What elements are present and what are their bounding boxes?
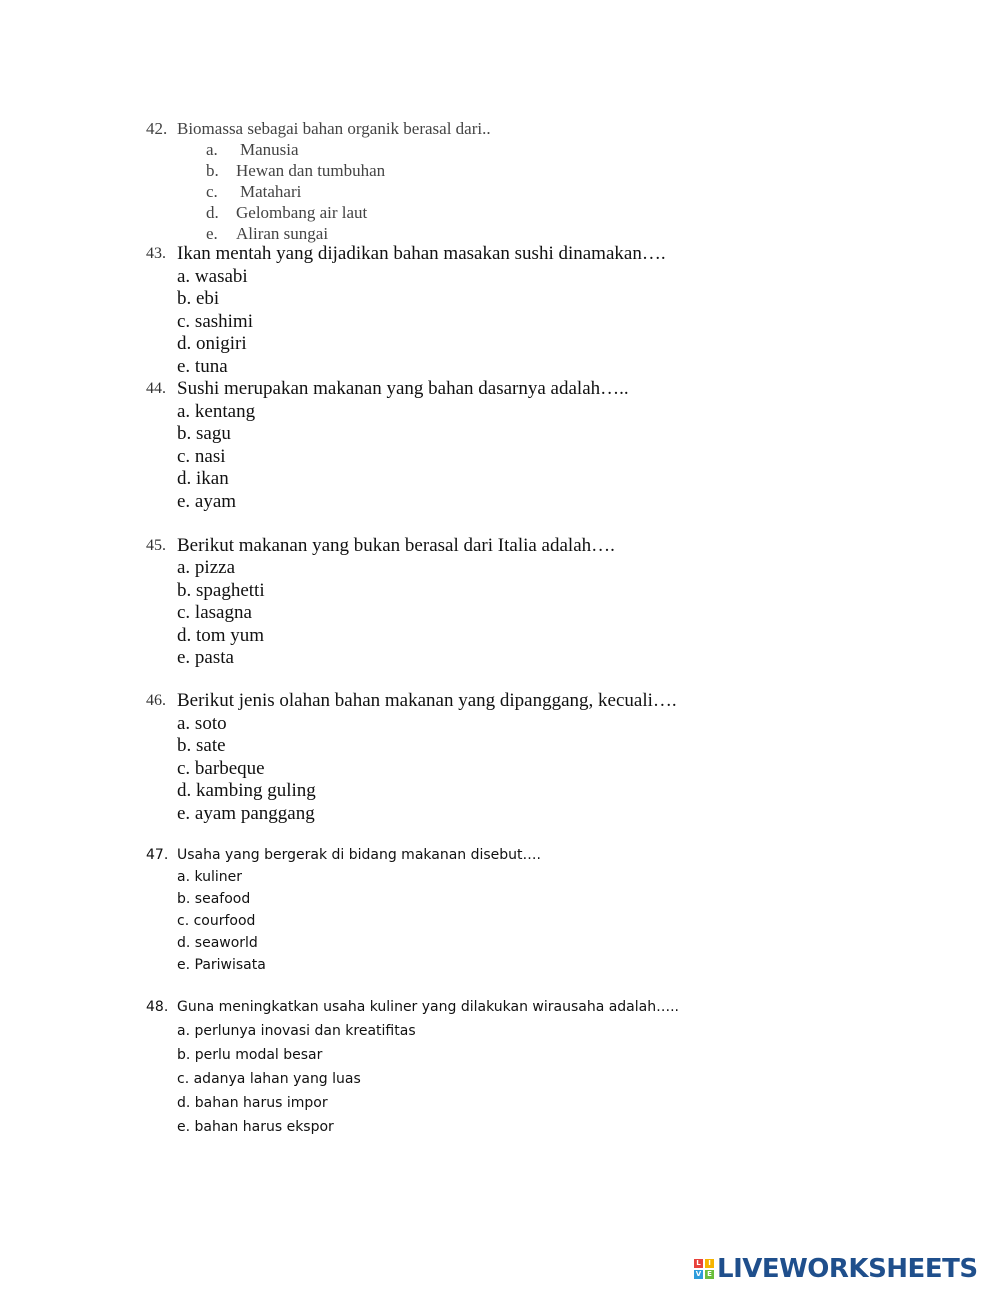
option[interactable]: c. courfood — [177, 913, 256, 929]
liveworksheets-logo[interactable] — [694, 1254, 978, 1284]
option[interactable]: d. kambing guling — [177, 780, 316, 801]
option[interactable]: c. nasi — [177, 446, 226, 467]
option[interactable]: e. ayam panggang — [177, 803, 315, 824]
option[interactable]: b. spaghetti — [177, 580, 265, 601]
option[interactable]: c. sashimi — [177, 311, 253, 332]
option[interactable]: e. bahan harus ekspor — [177, 1119, 334, 1135]
question-text: Biomassa sebagai bahan organik berasal dari.. — [177, 119, 491, 138]
option[interactable]: a. pizza — [177, 557, 236, 578]
option[interactable]: a. perlunya inovasi dan kreatifitas — [177, 1023, 416, 1039]
option[interactable]: a. kuliner — [177, 869, 243, 885]
question-text: Guna meningkatkan usaha kuliner yang dilakukan wirausaha adalah….. — [177, 999, 680, 1015]
option[interactable]: c. lasagna — [177, 602, 252, 623]
option[interactable]: d. ikan — [177, 468, 229, 489]
question-number: 46. — [146, 692, 166, 709]
option[interactable]: b. Hewan dan tumbuhan — [206, 161, 386, 180]
option[interactable]: e. tuna — [177, 356, 228, 377]
option[interactable]: d. tom yum — [177, 625, 265, 646]
option[interactable]: a. Manusia — [206, 140, 299, 159]
question-text: Usaha yang bergerak di bidang makanan disebut…. — [177, 847, 541, 863]
option[interactable]: e. Aliran sungai — [206, 224, 329, 243]
option[interactable]: d. bahan harus impor — [177, 1095, 328, 1111]
question-number: 44. — [146, 380, 166, 397]
option[interactable]: b. sagu — [177, 423, 231, 444]
option[interactable]: e. Pariwisata — [177, 957, 266, 973]
question-text: Sushi merupakan makanan yang bahan dasarnya adalah….. — [177, 378, 629, 399]
question-text: Berikut jenis olahan bahan makanan yang dipanggang, kecuali…. — [177, 690, 677, 711]
question-text: Ikan mentah yang dijadikan bahan masakan sushi dinamakan…. — [177, 243, 666, 264]
option[interactable]: b. perlu modal besar — [177, 1047, 323, 1063]
question-number: 42. — [146, 119, 168, 138]
option[interactable]: e. pasta — [177, 647, 234, 668]
question-number: 48. — [146, 999, 169, 1015]
option[interactable]: a. kentang — [177, 401, 256, 422]
option[interactable]: b. seafood — [177, 891, 251, 907]
option[interactable]: d. seaworld — [177, 935, 258, 951]
option[interactable]: c. barbeque — [177, 758, 265, 779]
option[interactable]: a. wasabi — [177, 266, 248, 287]
option[interactable]: b. ebi — [177, 288, 220, 309]
option[interactable]: a. soto — [177, 713, 227, 734]
option[interactable]: d. Gelombang air laut — [206, 203, 368, 222]
option[interactable]: c. adanya lahan yang luas — [177, 1071, 361, 1087]
question-number: 43. — [146, 245, 166, 262]
option[interactable]: b. sate — [177, 735, 226, 756]
question-number: 45. — [146, 537, 166, 554]
option[interactable]: e. ayam — [177, 491, 237, 512]
question-text: Berikut makanan yang bukan berasal dari Italia adalah…. — [177, 535, 615, 556]
logo-text: LIVEWORKSHEETS — [717, 1254, 978, 1284]
option[interactable]: d. onigiri — [177, 333, 247, 354]
option[interactable]: c. Matahari — [206, 182, 302, 201]
question-number: 47. — [146, 847, 169, 863]
logo-blocks-icon: L I V E — [694, 1259, 714, 1279]
